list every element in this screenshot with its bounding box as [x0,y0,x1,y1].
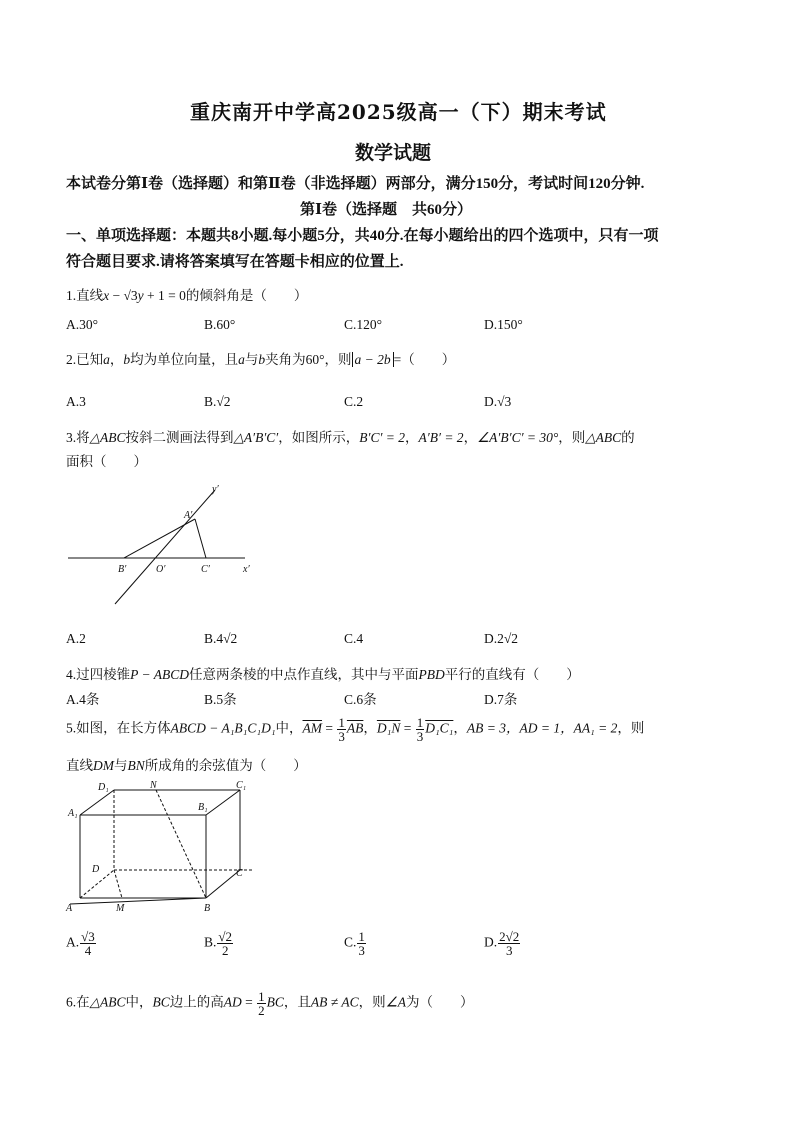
q3-oblique-figure [60,478,270,613]
q1-expr-y: y [137,288,144,303]
q2-mid3: 夹角为60°，则 [265,352,352,367]
q4-mid: 任意两条棱的中点作直线，其中与平面 [189,667,419,682]
q6-mid4: ，则 [358,994,386,1010]
q4-plane: PBD [418,667,445,682]
q5-edge-ab [70,898,206,904]
q1-expr-tail: + 1 = 0 [143,288,186,303]
q5-frac-2: $\frac{1}{3}$ [416,715,424,744]
q5-segment-dm [114,870,122,898]
q2-suffix: =（ ） [393,352,456,367]
q5-prefix: 5.如图，在长方体 [66,720,171,736]
q5-edge-bc [206,870,240,898]
q2-option-b[interactable]: B.√2 [204,394,231,409]
q4-suffix: 平行的直线有（ ） [444,667,580,682]
q1-option-c[interactable]: C.120° [344,317,383,332]
q1-option-b[interactable]: B.60° [204,317,236,332]
q5-label-c: C [236,868,243,879]
q5-option-c[interactable]: C. $\frac{1}{3}$ [344,929,365,958]
q5-text-c: 所成角的余弦值为（ ） [144,758,307,773]
q6-bc2: BC [266,994,284,1010]
q6-frac: $\frac{1}{2}$ [258,989,265,1018]
q2-abs: a − 2b [352,352,394,367]
q4-prefix: 4.过四棱锥 [66,667,131,682]
q2-sep: ， [109,352,124,367]
q2-mid1: 均为单位向量，且 [130,352,239,367]
question-5-line2 [66,754,307,774]
q5-text-b: 与 [114,758,128,773]
q5-frac-1: $\frac{1}{3}$ [338,715,345,744]
q3-measure-bc: B′C′ = 2 [359,430,406,445]
q3-text-e: 的 [621,430,635,445]
q2-option-c[interactable]: C.2 [344,394,364,409]
q2-vector-a: a [103,352,110,367]
q5-edge-b1c1 [206,790,240,815]
q3-text-c: ，如图所示， [278,430,360,445]
exam-title: 重庆南开中学高2025级高一（下）期末考试 [190,100,607,124]
q3-option-a[interactable]: A.2 [66,631,86,646]
q3-text-b: 按斜二测画法得到 [125,430,234,445]
part-title: 第Ⅰ卷（选择题 共60分） [300,202,473,218]
q3-option-d[interactable]: D.2√2 [484,631,519,646]
q2-prefix: 2.已知 [66,352,104,367]
q6-ad: AD [223,994,242,1010]
q6-mid2: 边上的高 [169,994,224,1010]
section1-line2: 符合题目要求.请将答案填写在答题卡相应的位置上. [66,254,404,270]
question-1 [66,284,307,304]
q2-vector-b2: b [258,352,266,367]
q6-suffix: 为（ ） [405,994,474,1010]
q5-vector-d1c1: D₁C₁ [425,720,454,736]
q2-mid2: 与 [244,352,259,367]
q6-condition: AB ≠ AC [310,994,359,1010]
q3-label-x: x′ [243,564,250,575]
q1-option-d[interactable]: D.150° [484,317,523,332]
q6-triangle: △ABC [89,994,126,1010]
q6-mid1: 中， [125,994,153,1010]
question-6 [66,990,473,1017]
q5-label-b1: B₁ [198,802,208,813]
q5-vector-am: $\overline{AM}$ [302,720,323,736]
q5-eq2: = [400,720,415,736]
q5-mid: 中， [275,720,303,736]
q6-bc: BC [152,994,170,1010]
q3-label-b: B′ [118,564,127,575]
q5-label-c1: C₁ [236,780,247,791]
q3-measure-ab: A′B′ = 2 [418,430,464,445]
exam-subtitle: 数学试题 [355,142,432,164]
q5-given: AB = 3，AD = 1，AA₁ = 2 [466,720,618,736]
q5-label-d: D [92,864,100,875]
q5-option-a[interactable]: A. $\frac{√3}{4}$ [66,929,95,958]
q5-option-d[interactable]: D. $\frac{2√2}{3}$ [484,929,520,958]
q6-prefix: 6.在 [66,994,90,1010]
question-2 [66,348,455,368]
q5-label-b: B [204,903,211,912]
q3-option-b[interactable]: B.4√2 [204,631,238,646]
q6-mid3: ，且 [283,994,311,1010]
q3-label-c: C′ [201,564,210,575]
q5-vector-d1n: D₁N [376,720,401,736]
q2-vector-a2: a [238,352,245,367]
question-4 [66,663,580,683]
q5-label-n: N [150,780,157,791]
q4-option-b[interactable]: B.5条 [204,692,237,707]
question-3-line2: 面积（ ） [66,454,147,469]
q3-segment-ab [124,519,195,558]
q3-triangle-abc-2: △ABC [585,430,622,445]
q2-vector-b: b [123,352,131,367]
q2-option-a[interactable]: A.3 [66,394,86,409]
q3-text-a: 3.将 [66,430,90,445]
q3-y-axis [115,490,215,604]
q1-option-a[interactable]: A.30° [66,317,99,332]
q3-segment-ac [195,519,206,558]
question-5-line1: 5.如图，在长方体ABCD − A₁B₁C₁D₁中，$\overline{AM}$ = $\frac{1}{3}$ $\overline{AB}$，D₁N = $\frac{1}{3}$ D₁C₁，AB = 3，AD = 1，AA₁ = 2，则 [66,715,645,744]
q6-eq: = [241,994,257,1010]
q3-label-y: y′ [212,484,219,495]
exam-intro: 本试卷分第Ⅰ卷（选择题）和第Ⅱ卷（非选择题）两部分，满分150分，考试时间120分钟. [66,176,645,192]
q5-cuboid-figure [62,780,262,912]
q5-label-m: M [116,903,125,912]
q5-edge-a1d1 [80,790,114,815]
q2-option-d[interactable]: D.√3 [484,394,512,409]
q3-text-d: ，则 [558,430,586,445]
q5-line-dm: DM [93,758,114,773]
q1-prefix: 1.直线 [66,288,104,303]
q1-suffix: 的倾斜角是（ ） [185,288,308,303]
question-3-line1: 3.将△ABC按斜二测画法得到△A′B′C′，如图所示，B′C′ = 2，A′B′ = 2，∠A′B′C′ = 30°，则△ABC的 [66,430,635,445]
q4-option-c[interactable]: C.6条 [344,692,377,707]
q3-triangle-prime: △A′B′C′ [233,430,279,445]
section1-line1: 一、单项选择题：本题共8小题.每小题5分，共40分.在每小题给出的四个选项中，只有一项 [66,228,659,244]
q3-measure-angle: ∠A′B′C′ = 30° [477,430,559,445]
q5-text-a: 直线 [66,758,93,773]
q5-option-b[interactable]: B. $\frac{√2}{2}$ [204,929,233,958]
q5-cuboid: ABCD − A₁B₁C₁D₁ [170,720,276,736]
q1-expr-root: − √3 [109,288,138,303]
q3-option-c[interactable]: C.4 [344,631,364,646]
q5-vector-ab: $\overline{AB}$ [346,720,364,736]
q5-line-bn: BN [127,758,145,773]
q4-option-a[interactable]: A.4条 [66,692,100,707]
q5-label-d1: D₁ [98,782,109,793]
q3-triangle-abc: △ABC [89,430,126,445]
q3-label-o: O′ [156,564,166,575]
q5-eq1: = [322,720,337,736]
q4-pyramid: P − ABCD [130,667,189,682]
q6-angle: ∠A [385,994,406,1010]
q4-option-d[interactable]: D.7条 [484,692,518,707]
q5-label-a1: A₁ [68,808,78,819]
q3-label-a: A′ [184,510,193,521]
q1-expr-x: x [103,288,110,303]
q5-label-a: A [66,903,73,912]
q5-suffix: ，则 [617,720,645,736]
